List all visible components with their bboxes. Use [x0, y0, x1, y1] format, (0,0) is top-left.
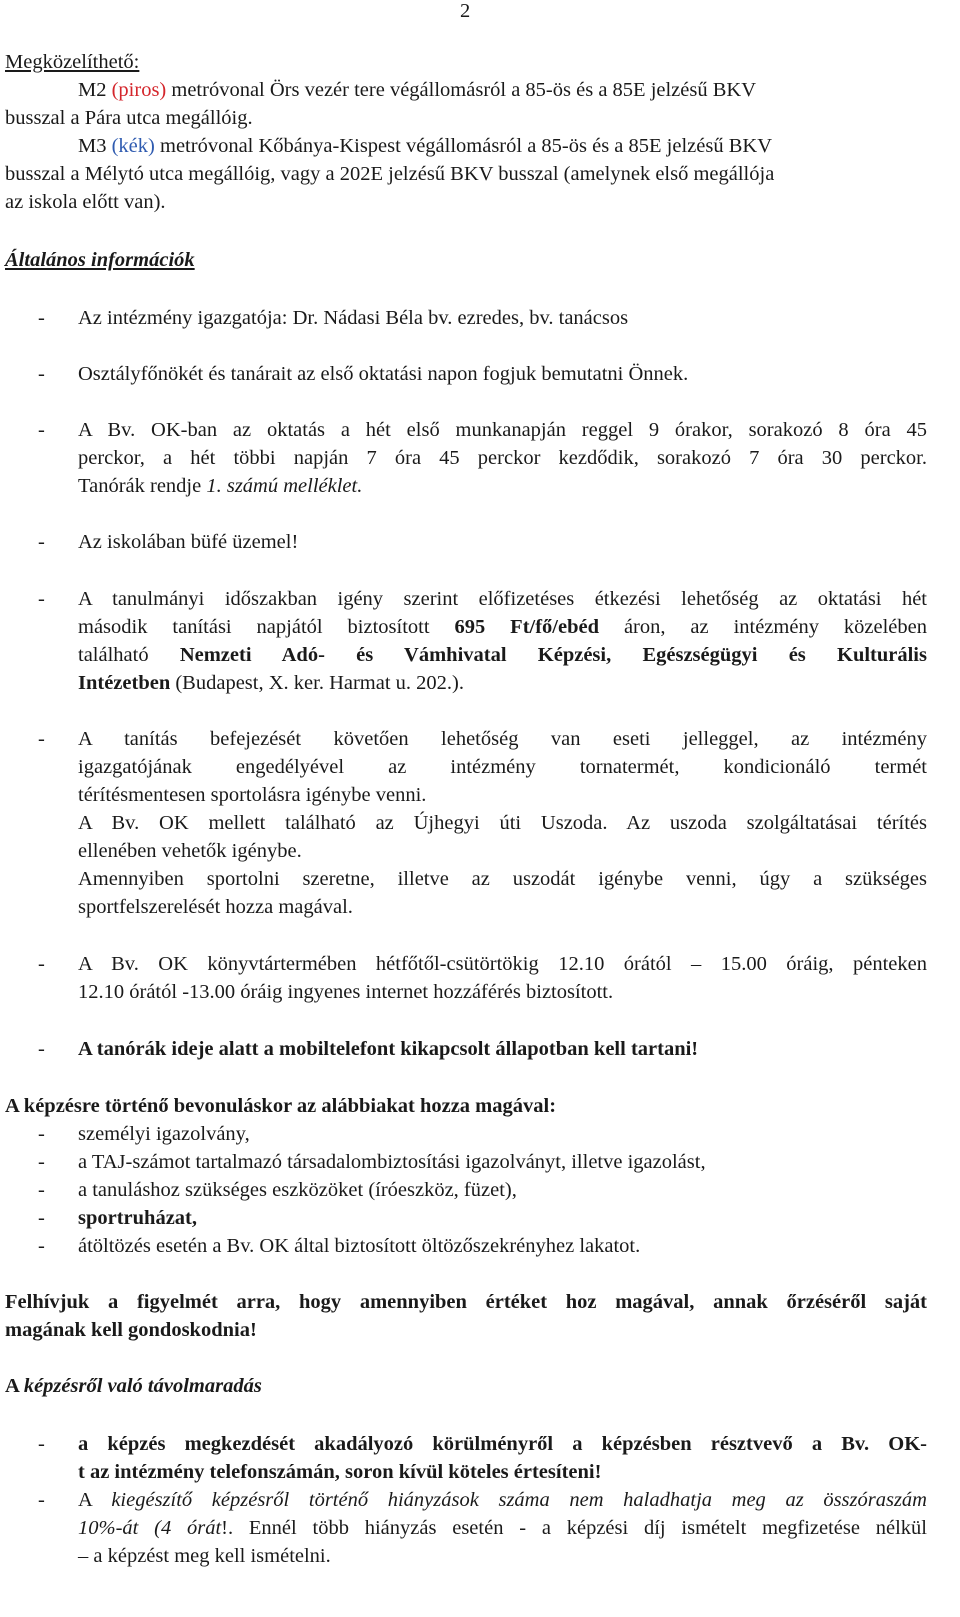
bring-heading: A képzésre történő bevonuláskor az alábbiakat hozza magával:	[5, 1095, 557, 1117]
bring-item: a tanuláshoz szükséges eszközöket (íróeszköz, füzet),	[78, 1179, 517, 1201]
bring-item: sportruházat,	[78, 1207, 198, 1229]
bring-item: átöltözés esetén a Bv. OK által biztosított öltözőszekrényhez lakatot.	[78, 1235, 641, 1257]
general-item-buffet: Az iskolában büfé üzemel!	[78, 531, 299, 553]
m2-color-label: (piros)	[111, 79, 167, 101]
bullet-dash: -	[38, 728, 45, 750]
bullet-dash: -	[38, 1489, 45, 1511]
general-item-meals-l1: A tanulmányi időszakban igény szerint előfizetéses étkezési lehetőség az oktatási hét	[78, 588, 927, 610]
general-item-sport-l1: A tanítás befejezését követően lehetőség van eseti jelleggel, az intézmény	[78, 728, 927, 750]
bullet-dash: -	[38, 588, 45, 610]
general-item-library-l2: 12.10 órától -13.00 óráig ingyenes internet hozzáférés biztosított.	[78, 981, 614, 1003]
absence-item-notify-l2: t az intézmény telefonszámán, soron kívül köteles értesíteni!	[78, 1461, 602, 1483]
page-number: 2	[460, 0, 471, 22]
access-m2-line2: busszal a Pára utca megállóig.	[5, 107, 253, 129]
bullet-dash: -	[38, 1207, 45, 1229]
general-item-schedule-l2: perckor, a hét többi napján 7 óra 45 perckor kezdődik, sorakozó 7 óra 30 perckor.	[78, 447, 927, 469]
bring-item: a TAJ-számot tartalmazó társadalombiztosítási igazolványt, illetve igazolást,	[78, 1151, 706, 1173]
access-m2-line1: M2 (piros) metróvonal Örs vezér tere végállomásról a 85-ös és a 85E jelzésű BKV	[78, 79, 757, 101]
appendix-reference: 1. számú melléklet.	[206, 475, 363, 497]
general-item-sport-l2: igazgatójának engedélyével az intézmény tornatermét, kondicionáló termét	[78, 756, 927, 778]
general-item-meals-l4: Intézetben (Budapest, X. ker. Harmat u. 202.).	[78, 672, 465, 694]
general-item-meals-l3: található Nemzeti Adó- és Vámhivatal Képzési, Egészségügyi és Kulturális	[78, 644, 927, 666]
bullet-dash: -	[38, 1433, 45, 1455]
general-item-sport-l6: Amennyiben sportolni szeretne, illetve az uszodát igénybe venni, úgy a szükséges	[78, 868, 927, 890]
general-item-phone: A tanórák ideje alatt a mobiltelefont kikapcsolt állapotban kell tartani!	[78, 1038, 699, 1060]
general-item-schedule-l1: A Bv. OK-ban az oktatás a hét első munkanapján reggel 9 órakor, sorakozó 8 óra 45	[78, 419, 927, 441]
bullet-dash: -	[38, 1038, 45, 1060]
valuables-notice-l1: Felhívjuk a figyelmét arra, hogy amennyiben értéket hoz magával, annak őrzéséről saját	[5, 1291, 927, 1313]
absence-heading: A képzésről való távolmaradás	[5, 1375, 262, 1397]
general-item-schedule-l3: Tanórák rendje 1. számú melléklet.	[78, 475, 363, 497]
bullet-dash: -	[38, 307, 45, 329]
general-item-sport-l4: A Bv. OK mellett található az Újhegyi úti Uszoda. Az uszoda szolgáltatásai térítés	[78, 812, 927, 834]
general-item-meals-l2: második tanítási napjától biztosított 695 Ft/fő/ebéd áron, az intézmény közelében	[78, 616, 927, 638]
access-m3-line2: busszal a Mélytó utca megállóig, vagy a 202E jelzésű BKV busszal (amelynek első megállója	[5, 163, 775, 185]
general-item-library-l1: A Bv. OK könyvtártermében hétfőtől-csütörtökig 12.10 órától – 15.00 óráig, pénteken	[78, 953, 927, 975]
general-item-teachers: Osztályfőnökét és tanárait az első oktatási napon fogjuk bemutatni Önnek.	[78, 363, 689, 385]
bullet-dash: -	[38, 1123, 45, 1145]
institute-name: Nemzeti Adó- és Vámhivatal Képzési, Egészségügyi és Kulturális	[179, 644, 927, 666]
bullet-dash: -	[38, 1151, 45, 1173]
general-item-sport-l3: térítésmentesen sportolásra igénybe venni.	[78, 784, 427, 806]
bullet-dash: -	[38, 1179, 45, 1201]
bullet-dash: -	[38, 363, 45, 385]
absence-item-notify-l1: a képzés megkezdését akadályozó körülményről a képzésben résztvevő a Bv. OK-	[78, 1433, 927, 1455]
general-item-sport-l5: ellenében vehetők igénybe.	[78, 840, 302, 862]
bullet-dash: -	[38, 953, 45, 975]
valuables-notice-l2: magának kell gondoskodnia!	[5, 1319, 257, 1341]
bullet-dash: -	[38, 531, 45, 553]
access-heading: Megközelíthető:	[5, 51, 140, 73]
general-item-director: Az intézmény igazgatója: Dr. Nádasi Béla bv. ezredes, bv. tanácsos	[78, 307, 629, 329]
bullet-dash: -	[38, 419, 45, 441]
bullet-dash: -	[38, 1235, 45, 1257]
absence-item-limit-l1: A kiegészítő képzésről történő hiányzások száma nem haladhatja meg az összóraszám	[78, 1489, 927, 1511]
general-item-sport-l7: sportfelszerelését hozza magával.	[78, 896, 353, 918]
access-m3-line1: M3 (kék) metróvonal Kőbánya-Kispest végállomásról a 85-ös és a 85E jelzésű BKV	[78, 135, 772, 157]
general-heading: Általános információk	[5, 249, 195, 271]
access-m3-line3: az iskola előtt van).	[5, 191, 166, 213]
meal-price: 695 Ft/fő/ebéd	[454, 616, 599, 638]
bring-item: személyi igazolvány,	[78, 1123, 250, 1145]
absence-item-limit-l3: – a képzést meg kell ismételni.	[78, 1545, 331, 1567]
m3-color-label: (kék)	[111, 135, 155, 157]
absence-item-limit-l2: 10%-át (4 órát!. Ennél több hiányzás esetén - a képzési díj ismételt megfizetése nélkül	[78, 1517, 927, 1539]
